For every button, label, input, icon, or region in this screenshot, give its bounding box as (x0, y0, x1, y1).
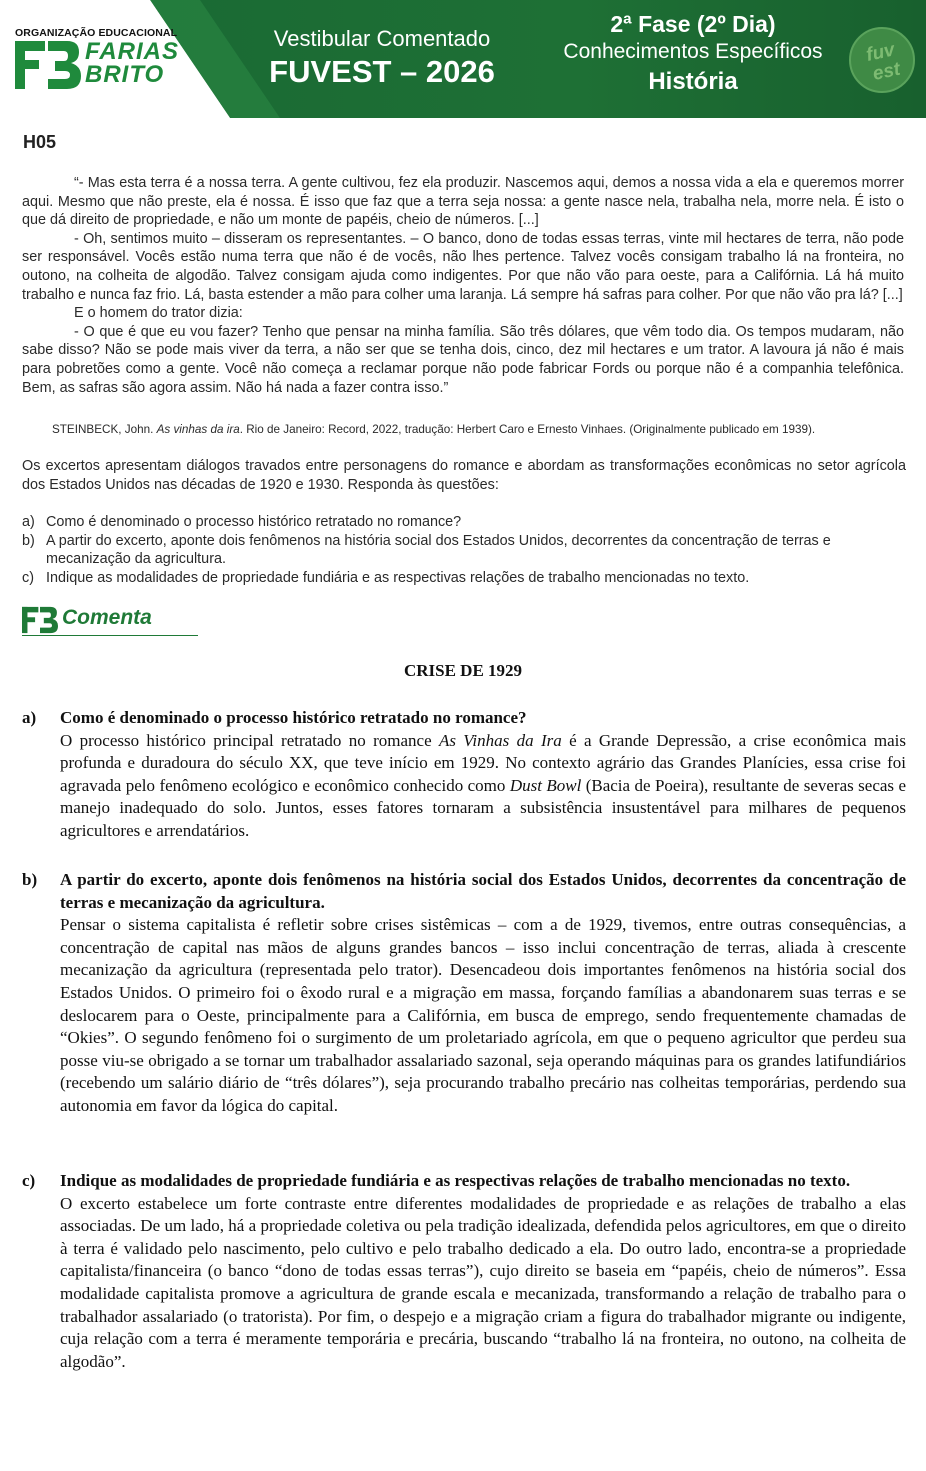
answer-c (22, 1170, 906, 1373)
excerpt-paragraph: “- Mas esta terra é a nossa terra. A gente cultivou, fez ela produzir. Nascemos aqui, demos a nossa vida a ela e queremos morrer aqui. Mesmo que não preste, ela é nossa. É isso que faz que a terra seja nossa: a gente nasce nela, trabalha nela, morre nela. É isto o que dá direito de propriedade, e não um monte de papéis, cheio de números. [...] (22, 175, 904, 229)
answer-b (22, 869, 906, 1118)
question-item-text: Como é denominado o processo histórico retratado no romance? (46, 514, 462, 530)
answer-text (60, 730, 906, 843)
logo-org-label: ORGANIZAÇÃO EDUCACIONAL (15, 27, 178, 39)
header-banner (0, 0, 926, 118)
question-intro: Os excertos apresentam diálogos travados entre personagens do romance e abordam as transformações econômicas no setor agrícola dos Estados Unidos nas décadas de 1920 e 1930. Responda às questões: (22, 458, 906, 493)
question-items (22, 513, 906, 587)
exam-phase: 2ª Fase (2º Dia) (610, 11, 776, 37)
answer-letter: b) (22, 870, 38, 889)
excerpt-citation (22, 422, 908, 438)
novel-excerpt (22, 174, 904, 397)
term-italic: Dust Bowl (509, 775, 582, 795)
question-id: H05 (23, 132, 57, 152)
excerpt-paragraph: - Oh, sentimos muito – disseram os representantes. – O banco, dono de todas essas terras, vinte mil hectares de terra, não pode ser responsável. Vocês estão numa terra que não é de vocês, não lhes pertence. Talvez vocês consigam trabalho lá na fronteira, no outono, na colheita de algodão. Talvez consigam ajuda como indigentes. Por que não vão para oeste, para a Califórnia. Lá há muito trabalho e nunca faz frio. Lá, basta estender a mão para colher uma laranja. Lá sempre há safras para colher. Por que não vão pra lá? [...] (22, 230, 904, 303)
citation-prefix: STEINBECK, John. (52, 423, 157, 436)
answer-letter: c) (22, 1171, 36, 1190)
answer-question: Como é denominado o processo histórico retratado no romance? (60, 708, 527, 727)
question-item (22, 532, 906, 569)
answer-text: O excerto estabelece um forte contraste entre diferentes modalidades de propriedade e as relações de trabalho a elas associadas. De um lado, há a propriedade coletiva ou pela tradição idealizada, defendida pelos agricultores, em que o direito à terra é validado pelo nascimento, pelo cultivo e pelo trabalho dedicado a ela. Do outro lado, encontra-se a propriedade capitalista/financeira (o banco “dono de todas essas terras”), cujo direito se baseia em “papéis, cheio de números”. Essa modalidade capitalista promove a agricultura de grande escala e mecanizada, transformando a relação de trabalho para o trabalhador assalariado (o tratorista). Por fim, o despejo e a migração criam a figura do trabalhador migrante ou indigente, cuja relação com a terra é meramente temporária e precária, buscando “trabalho lá na fronteira, no outono, na colheita de algodão”. (60, 1193, 906, 1371)
citation-title: As vinhas da ira (156, 423, 240, 436)
answer-text-part: (Bacia de Poeira), resultante de severas secas e manejo inadequado do solo. Juntos, esses fatores tornaram a subsistência insustentável para milhares de pequenos agricultores e arrendatários. (60, 775, 906, 840)
question-item-text: Indique as modalidades de propriedade fundiária e as respectivas relações de trabalho mencionadas no texto. (46, 569, 750, 586)
answer-text: Pensar o sistema capitalista é refletir sobre crises sistêmicas – com a de 1929, tivemos, entre outras consequências, a concentração de capital nas mãos de alguns grandes bancos – isso inclui concentração de terras, aliada à crescente mecanização da agricultura (representada pelo trator). Desencadeou dois importantes fenômenos na história social dos Estados Unidos. O primeiro foi o êxodo rural e a migração em massa, forçando famílias a abandonarem suas terras e se deslocarem para o Oeste, principalmente para a Califórnia, em busca de emprego, sendo frequentemente chamadas de “Okies”. O segundo fenômeno foi o surgimento de um proletariado agrícola, em que o pequeno agricultor que perdeu sua posse viu-se obrigado a se tornar um trabalhador assalariado sazonal, seja operando máquinas para os grandes latifundiários (recebendo um salário diário de “três dólares”), seja procurando trabalho precário nas colheitas temporárias, perdendo sua autonomia em favor da lógica do capital. (60, 915, 906, 1115)
exam-heading (255, 25, 509, 91)
fb-monogram-icon (15, 41, 81, 89)
citation-suffix: . Rio de Janeiro: Record, 2022, tradução: Herbert Caro e Ernesto Vinhaes. (Originalmente publicado em 1939). (239, 423, 816, 436)
brand-logo (13, 27, 193, 91)
answer-question: A partir do excerto, aponte dois fenômenos na história social dos Estados Unidos, decorrentes da concentração de terras e mecanização da agricultura. (60, 870, 906, 912)
exam-subject: História (648, 68, 738, 95)
excerpt-paragraph: E o homem do trator dizia: (74, 305, 243, 322)
exam-title: FUVEST – 2026 (269, 54, 495, 89)
answer-letter: a) (22, 708, 37, 727)
question-item-letter: c) (22, 569, 34, 586)
answer-a (22, 707, 906, 843)
comenta-label (22, 604, 200, 638)
answer-text-part: é a Grande Depressão, a crise econômica mais profunda e duradoura do século XX, que teve início em 1929. No contexto agrário das Grandes Planícies, essa crise foi agravada pelo fenômeno ecológico e econômico conhecido como (60, 730, 906, 795)
question-item (22, 513, 906, 532)
book-title: As Vinhas da Ira (438, 730, 562, 750)
exam-knowledge: Conhecimentos Específicos (563, 40, 823, 63)
answer-title: CRISE DE 1929 (403, 661, 523, 680)
exam-subtitle: Vestibular Comentado (273, 26, 491, 51)
svg-text:fuv: fuv (864, 39, 897, 66)
question-item (22, 569, 906, 588)
fb-monogram-icon (22, 606, 58, 634)
question-item-text: A partir do excerto, aponte dois fenômenos na história social dos Estados Unidos, decorrentes da concentração de terras e mecanização da agricultura. (46, 532, 831, 568)
svg-text:est: est (870, 58, 903, 85)
logo-name-line2: BRITO (85, 61, 165, 88)
answer-text-part: O processo histórico principal retratado no romance (60, 730, 439, 750)
question-item-letter: a) (22, 514, 35, 530)
fuvest-badge-icon (848, 26, 916, 94)
comenta-text: Comenta (62, 606, 152, 629)
comenta-underline (22, 635, 198, 636)
answer-question: Indique as modalidades de propriedade fundiária e as respectivas relações de trabalho mencionadas no texto. (60, 1171, 851, 1190)
question-item-letter: b) (22, 532, 35, 549)
logo-name-line1: FARIAS (85, 38, 180, 65)
exam-info (548, 10, 838, 98)
excerpt-paragraph: - O que é que eu vou fazer? Tenho que pensar na minha família. São três dólares, que vêm todo dia. Os tempos mudaram, não sabe disso? Não se pode mais viver da terra, a não ser que se tenha dois, cinco, dez mil hectares e um trator. A lavoura já não é mais para pobretões como a gente. Você não começa a reclamar porque não pode fabricar Fords ou porque não é a companhia telefônica. Bem, as safras são agora assim. Não há nada a fazer contra isso.” (22, 323, 904, 396)
